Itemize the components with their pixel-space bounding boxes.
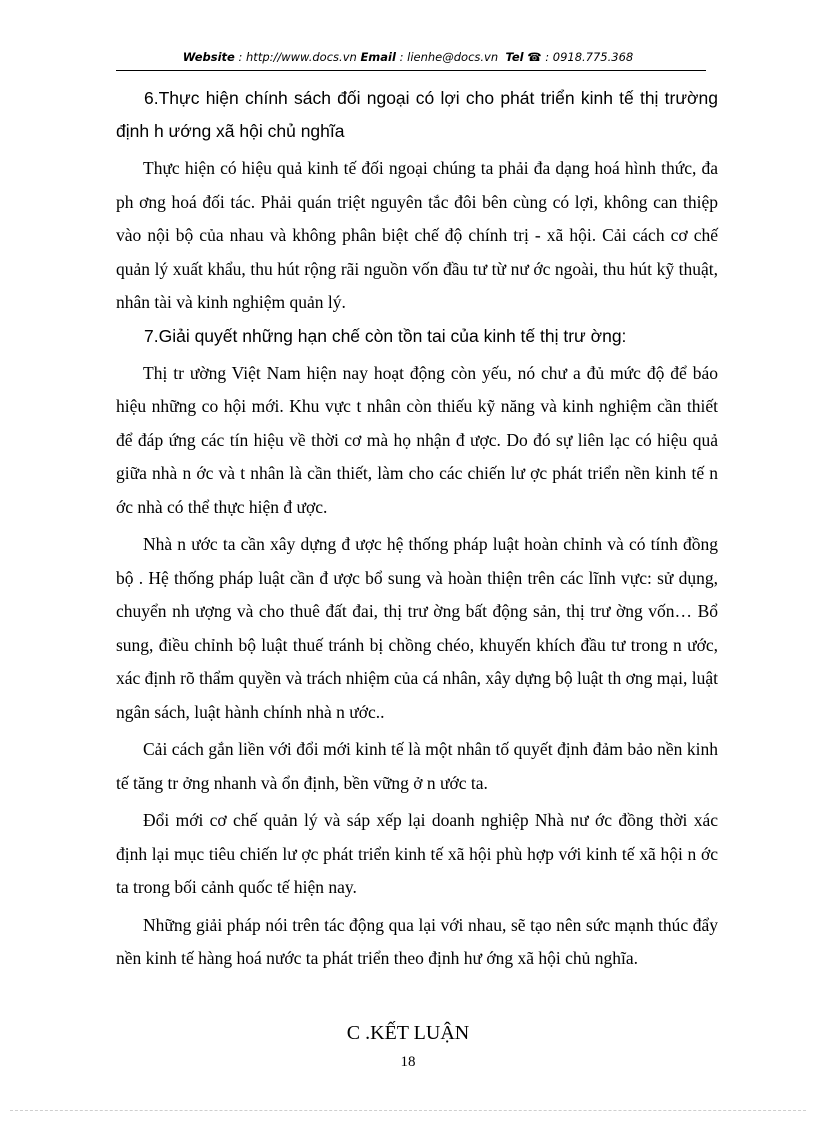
website-url: http://www.docs.vn [246,50,357,64]
section-6-heading: 6.Thực hiện chính sách đối ngoại có lợi cho phát triển kinh tế thị trường định h ướng xã hội chủ nghĩa [116,88,718,141]
email-separator: : [395,50,408,64]
section-6-paragraph: Thực hiện có hiệu quả kinh tế đối ngoại chúng ta phải đa dạng hoá hình thức, đa ph ơng hoá đối tác. Phải quán triệt nguyên tắc đôi bên cùng có lợi, không can thiệp vào nội bộ của nhau và không phân biệt chế độ chính trị - xã hội. Cải cách cơ chế quản lý xuất khẩu, thu hút rộng rãi nguồn vốn đầu tư từ nư ớc ngoài, thu hút kỹ thuật, nhân tài và kinh nghiệm quản lý. [116,158,718,312]
section-7-paragraph: Nhà n ước ta cần xây dựng đ ược hệ thống pháp luật hoàn chỉnh và có tính đồng bộ . Hệ thống pháp luật cần đ ược bổ sung và hoàn thiện trên các lĩnh vực: sử dụng, chuyển nh ượng và cho thuê đất đai, thị trư ờng bất động sản, thị trư ờng vốn… Bổ sung, điều chỉnh bộ luật thuế tránh bị chồng chéo, khuyến khích đầu tư trong n ước, xác định rõ thẩm quyền và trách nhiệm của cá nhân, xây dựng bộ luật th ơng mại, luật ngân sách, luật hành chính nhà n ước.. [116,534,718,722]
section-7-paragraph: Thị tr ường Việt Nam hiện nay hoạt động còn yếu, nó chư a đủ mức độ để báo hiệu những co hội mới. Khu vực t nhân còn thiếu kỹ năng và kinh nghiệm cần thiết để đáp ứng các tín hiệu về thời cơ mà họ nhận đ ược. Do đó sự liên lạc có hiệu quả giữa nhà n ớc và t nhân là cần thiết, làm cho các chiến lư ợc phát triển nền kinh tế n ớc nhà có thể thực hiện đ ược. [116,362,718,517]
section-7-heading: 7.Giải quyết những hạn chế còn tồn tai của kinh tế thị trư ờng: [144,325,627,346]
section-7-paragraph: Đổi mới cơ chế quản lý và sáp xếp lại doanh nghiệp Nhà nư ớc đồng thời xác định lại mục tiêu chiến lư ợc phát triển kinh tế xã hội phù hợp với kinh tế xã hội n ớc ta trong bối cảnh quốc tế hiện nay. [116,810,718,897]
website-label: Website [182,50,235,64]
tel-label: Tel [505,50,524,64]
page-header [60,50,756,64]
page-bottom-divider [10,1110,806,1111]
telephone-icon: ☎ [527,50,542,64]
email-address: lienhe@docs.vn [407,50,499,64]
tel-number: : 0918.775.368 [541,50,634,64]
website-separator: : [234,50,247,64]
header-rule [116,70,706,71]
email-label: Email [360,50,396,64]
page-number: 18 [400,1054,416,1070]
conclusion-heading: C .KẾT LUẬN [346,1022,470,1044]
main-content [116,82,718,976]
section-7-paragraph: Cải cách gắn liền với đổi mới kinh tế là một nhân tố quyết định đảm bảo nền kinh tế tăng tr ởng nhanh và ổn định, bền vững ở n ước ta. [116,739,718,793]
section-7-paragraph: Những giải pháp nói trên tác động qua lại với nhau, sẽ tạo nên sức mạnh thúc đẩy nền kinh tế hàng hoá nước ta phát triển theo định hư ớng xã hội chủ nghĩa. [116,914,718,968]
